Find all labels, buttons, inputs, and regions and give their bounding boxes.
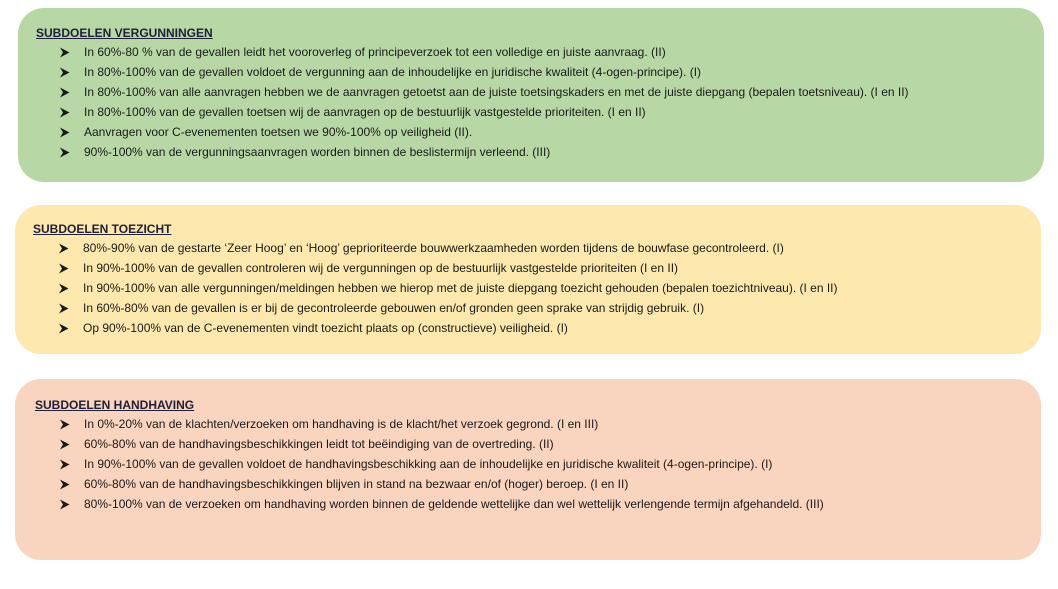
section-title-vergunningen: SUBDOELEN VERGUNNINGEN xyxy=(36,26,213,40)
list-item xyxy=(59,62,909,82)
list-item xyxy=(59,414,824,434)
list-item-text: In 90%-100% van alle vergunningen/meldingen hebben we hierop met de juiste diepgang toezicht gehouden (bepalen toezichtniveau). (I en II) xyxy=(83,281,838,295)
list-item-text: 80%-100% van de verzoeken om handhaving worden binnen de geldende wettelijke dan wel wettelijk verlengende termijn afgehandeld. (III) xyxy=(84,497,824,511)
arrow-bullet-icon xyxy=(59,459,70,470)
list-item xyxy=(59,454,824,474)
list-item xyxy=(58,238,838,258)
arrow-bullet-icon xyxy=(59,419,70,430)
list-item-text: 60%-80% van de handhavingsbeschikkingen leidt tot beëindiging van de overtreding. (II) xyxy=(84,437,554,451)
vergunningen-list xyxy=(59,42,909,162)
list-item xyxy=(59,102,909,122)
arrow-bullet-icon xyxy=(59,47,70,58)
section-title-toezicht: SUBDOELEN TOEZICHT xyxy=(33,222,172,236)
arrow-bullet-icon xyxy=(58,263,69,274)
subdoelen-vergunningen-panel xyxy=(18,8,1044,182)
arrow-bullet-icon xyxy=(59,67,70,78)
list-item-text: In 80%-100% van de gevallen voldoet de vergunning aan de inhoudelijke en juridische kwaliteit (4-ogen-principe). (I) xyxy=(84,65,702,79)
subdoelen-toezicht-panel xyxy=(15,205,1041,354)
list-item xyxy=(58,318,838,338)
list-item-text: 60%-80% van de handhavingsbeschikkingen blijven in stand na bezwaar en/of (hoger) beroep. (I en II) xyxy=(84,477,629,491)
list-item-text: 80%-90% van de gestarte ‘Zeer Hoog’ en ‘Hoog’ geprioriteerde bouwwerkzaamheden worden tijdens de bouwfase gecontroleerd. (I) xyxy=(83,241,784,255)
arrow-bullet-icon xyxy=(59,147,70,158)
arrow-bullet-icon xyxy=(59,87,70,98)
arrow-bullet-icon xyxy=(59,439,70,450)
list-item-text: Op 90%-100% van de C-evenementen vindt toezicht plaats op (constructieve) veiligheid. (I) xyxy=(83,321,568,335)
list-item xyxy=(59,494,824,514)
list-item xyxy=(59,434,824,454)
list-item-text: 90%-100% van de vergunningsaanvragen worden binnen de beslistermijn verleend. (III) xyxy=(84,145,551,159)
list-item-text: In 60%-80% van de gevallen is er bij de gecontroleerde gebouwen en/of gronden geen sprake van strijdig gebruik. (I) xyxy=(83,301,705,315)
arrow-bullet-icon xyxy=(59,107,70,118)
arrow-bullet-icon xyxy=(59,479,70,490)
arrow-bullet-icon xyxy=(58,283,69,294)
list-item-text: In 90%-100% van de gevallen voldoet de handhavingsbeschikking aan de inhoudelijke en juridische kwaliteit (4-ogen-principe). (I) xyxy=(84,457,773,471)
arrow-bullet-icon xyxy=(59,127,70,138)
arrow-bullet-icon xyxy=(58,303,69,314)
list-item xyxy=(59,142,909,162)
list-item-text: In 0%-20% van de klachten/verzoeken om handhaving is de klacht/het verzoek gegrond. (I en III) xyxy=(84,417,599,431)
list-item-text: In 60%-80 % van de gevallen leidt het vooroverleg of principeverzoek tot een volledige en juiste aanvraag. (II) xyxy=(84,45,666,59)
list-item-text: In 90%-100% van de gevallen controleren wij de vergunningen op de bestuurlijk vastgestelde prioriteiten (I en II) xyxy=(83,261,679,275)
list-item xyxy=(59,42,909,62)
subdoelen-handhaving-panel xyxy=(15,379,1041,560)
list-item-text: In 80%-100% van de gevallen toetsen wij de aanvragen op de bestuurlijk vastgestelde prioriteiten. (I en II) xyxy=(84,105,646,119)
arrow-bullet-icon xyxy=(59,499,70,510)
list-item xyxy=(59,474,824,494)
list-item xyxy=(58,278,838,298)
section-title-handhaving: SUBDOELEN HANDHAVING xyxy=(35,398,195,412)
list-item xyxy=(58,298,838,318)
arrow-bullet-icon xyxy=(58,243,69,254)
list-item xyxy=(58,258,838,278)
arrow-bullet-icon xyxy=(58,323,69,334)
handhaving-list xyxy=(59,414,824,514)
toezicht-list xyxy=(58,238,838,338)
list-item xyxy=(59,122,909,142)
list-item xyxy=(59,82,909,102)
list-item-text: In 80%-100% van alle aanvragen hebben we de aanvragen getoetst aan de juiste toetsingskaders en met de juiste diepgang (bepalen toetsniveau). (I en II) xyxy=(84,85,909,99)
list-item-text: Aanvragen voor C-evenementen toetsen we 90%-100% op veiligheid (II). xyxy=(84,125,473,139)
